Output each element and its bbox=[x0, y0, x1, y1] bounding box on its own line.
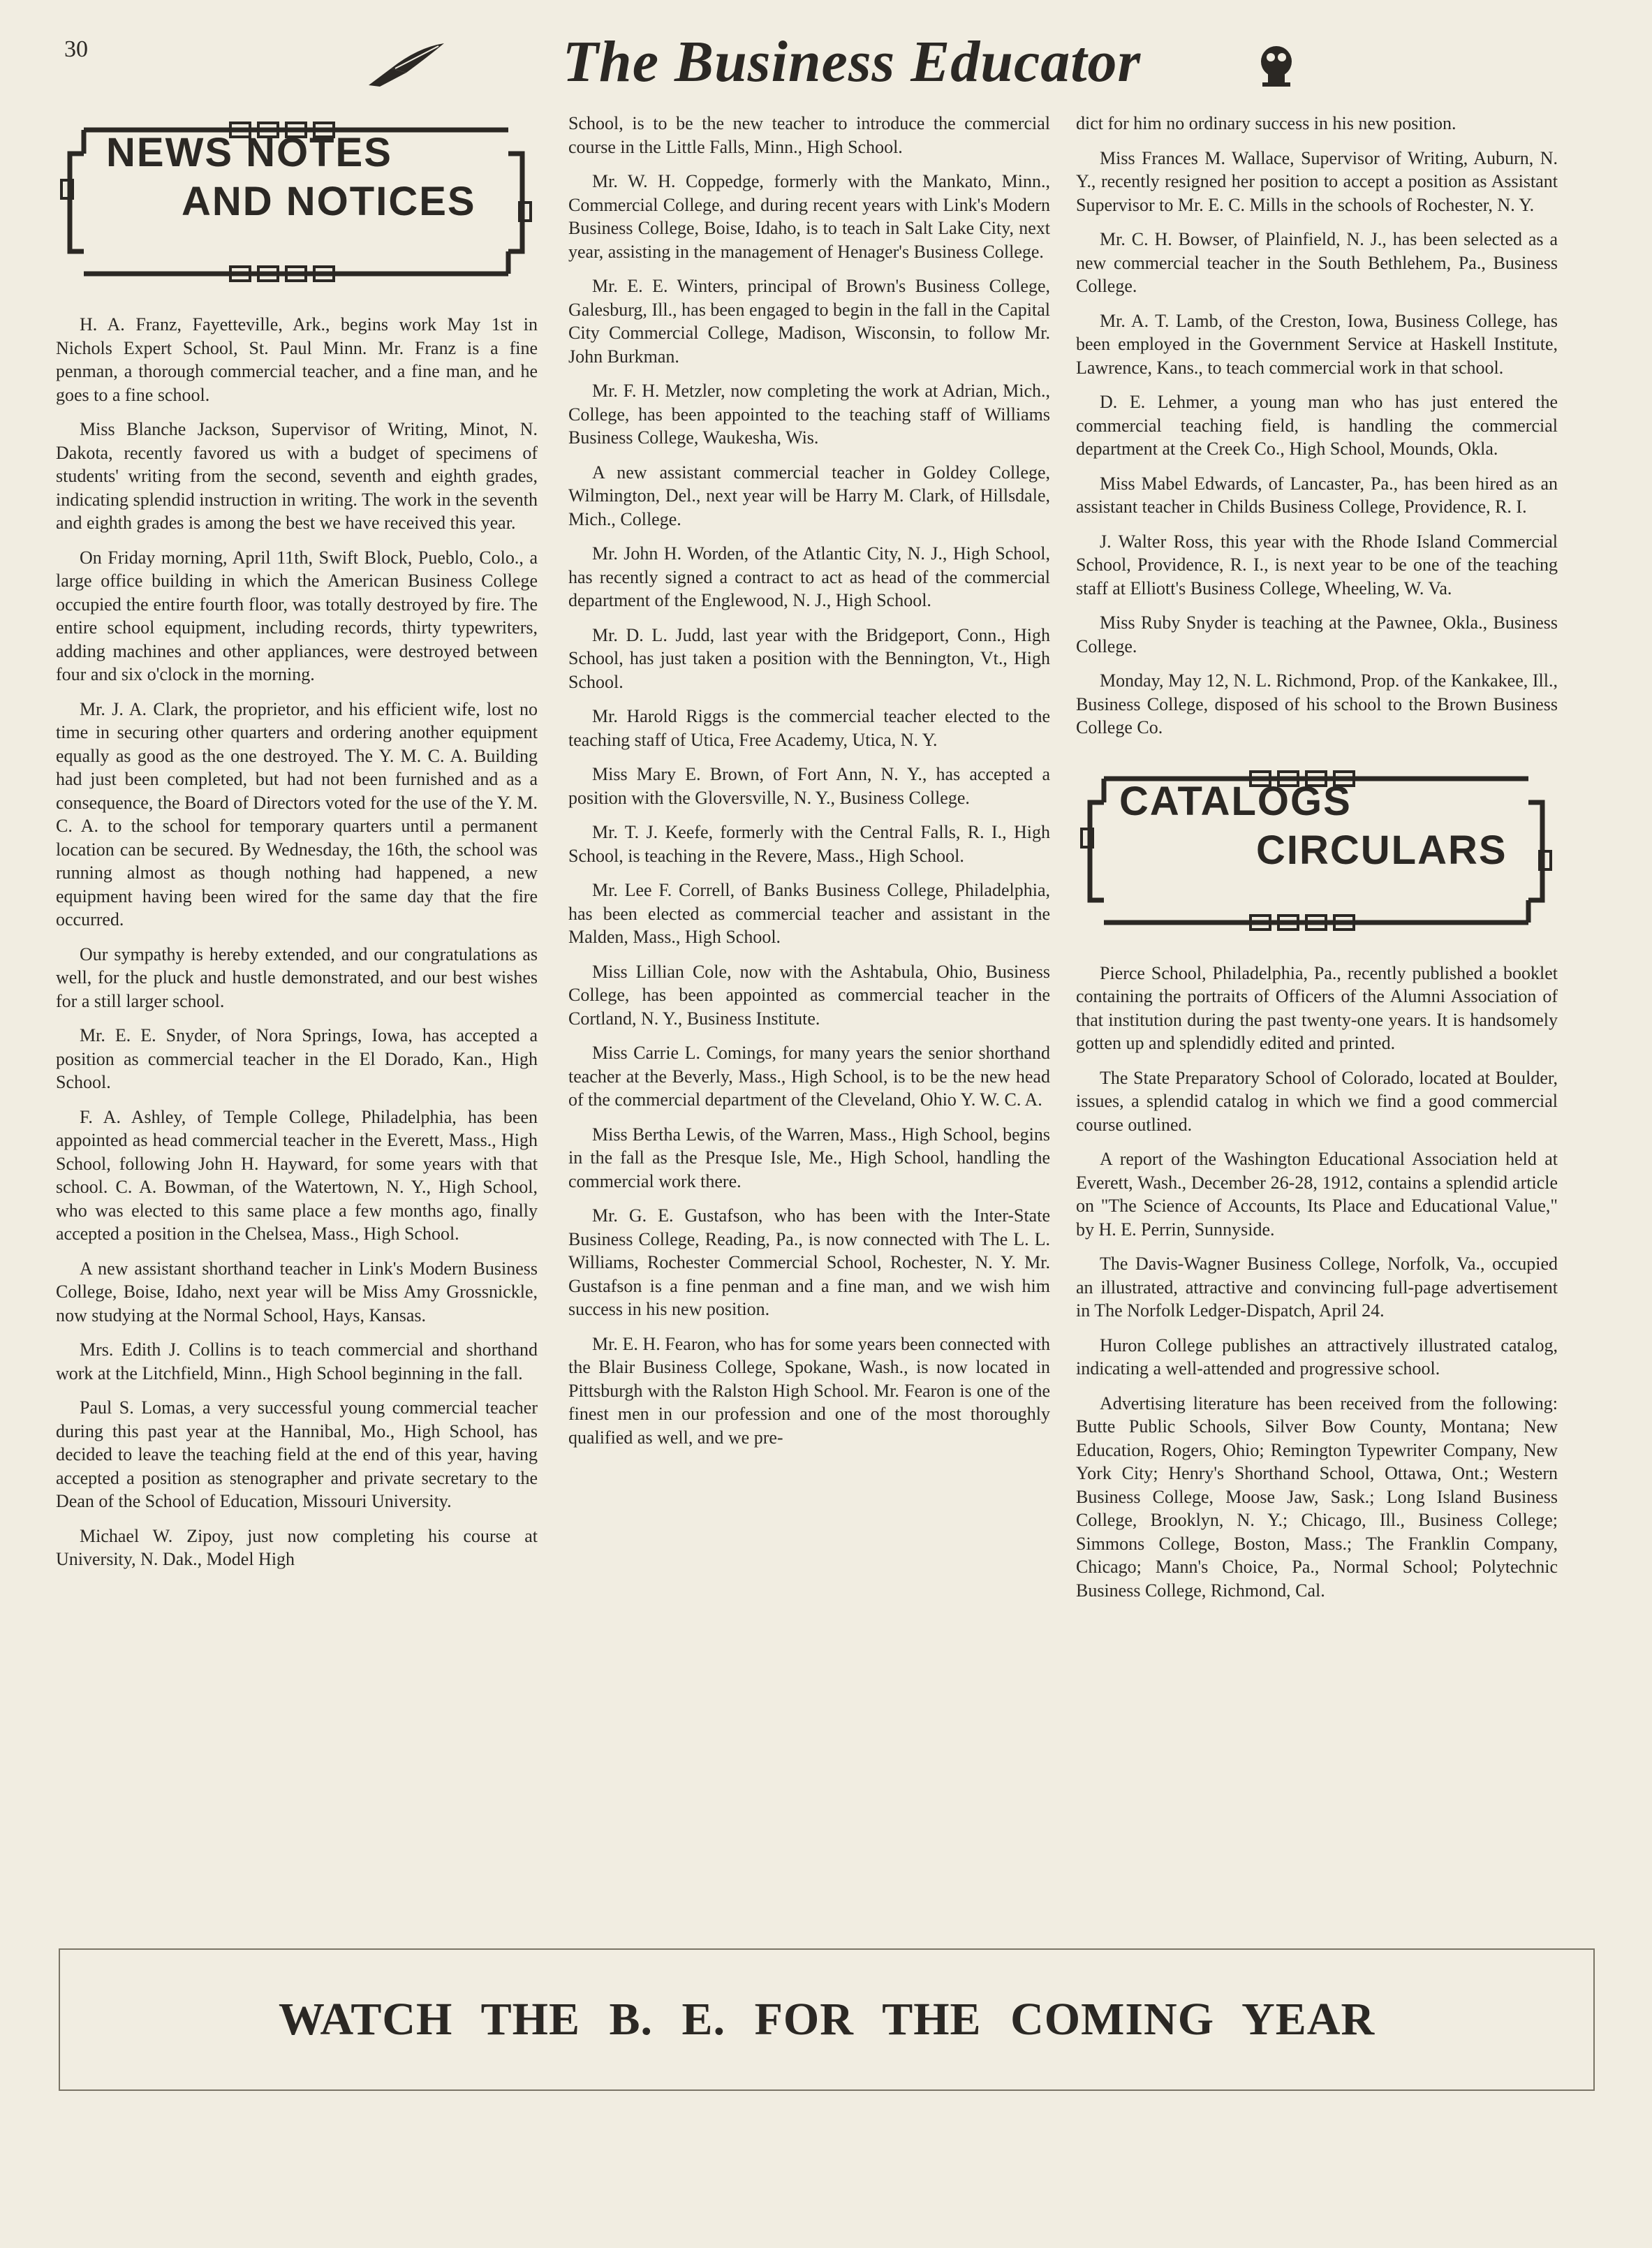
news-heading-line-1: NEWS NOTES bbox=[106, 130, 392, 175]
catalogs-heading-box bbox=[1076, 761, 1556, 935]
news-item: Miss Lillian Cole, now with the Ashtabula, Ohio, Business College, has been appointed as commercial teacher in the Cortland, N. Y., Business Institute. bbox=[568, 961, 1050, 1029]
news-item: Mr. A. T. Lamb, of the Creston, Iowa, Business College, has been employed in the Government Service at Haskell Institute, Lawrence, Kans., to teach commercial work in that school. bbox=[1076, 310, 1558, 378]
news-item: dict for him no ordinary success in his new position. bbox=[1076, 113, 1456, 133]
news-item: A new assistant commercial teacher in Goldey College, Wilmington, Del., next year will be Harry M. Clark, of Hillsdale, Mich., College. bbox=[568, 462, 1050, 529]
article-column-1 bbox=[56, 112, 538, 1582]
news-item: Mr. E. H. Fearon, who has for some years been connected with the Blair Business College, Spokane, Wash., is now located in Pittsburgh with the Ralston High School. Mr. Fearon is one of the finest men in our profession and one of the most thoroughly qualified as well, and we pre- bbox=[568, 1333, 1050, 1448]
catalog-item: Huron College publishes an attractively illustrated catalog, indicating a well-attended and progressive school. bbox=[1076, 1335, 1558, 1379]
footer-banner bbox=[59, 1948, 1595, 2091]
news-item: Mr. C. H. Bowser, of Plainfield, N. J., has been selected as a new commercial teacher in the South Bethlehem, Pa., Business College. bbox=[1076, 229, 1558, 296]
news-item: Mr. F. H. Metzler, now completing the work at Adrian, Mich., College, has been appointed to the teaching staff of Williams Business College, Waukesha, Wis. bbox=[568, 381, 1050, 448]
footer-banner-text: WATCH THE B. E. FOR THE COMING YEAR bbox=[278, 1994, 1376, 2045]
news-notes-heading-box bbox=[56, 112, 536, 286]
news-item: On Friday morning, April 11th, Swift Block, Pueblo, Colo., a large office building in which the American Business College occupied the entire fourth floor, was totally destroyed by fire. The entire school equipment, including records, thirty typewriters, adding machines and other appliances, were destroyed between four and six o'clock in the morning. bbox=[56, 547, 538, 684]
news-item: A new assistant shorthand teacher in Link's Modern Business College, Boise, Idaho, next year will be Miss Amy Grossnickle, now studying at the Normal School, Hays, Kansas. bbox=[56, 1258, 538, 1325]
catalog-item: The State Preparatory School of Colorado, located at Boulder, issues, a splendid catalog in which we find a good commercial course outlined. bbox=[1076, 1067, 1558, 1135]
news-item: Miss Frances M. Wallace, Supervisor of Writing, Auburn, N. Y., recently resigned her position to accept a position as Assistant Supervisor to Mr. E. C. Mills in the schools of Rochester, N. Y. bbox=[1076, 147, 1558, 215]
news-item: Mr. E. E. Snyder, of Nora Springs, Iowa, has accepted a position as commercial teacher in the El Dorado, Kan., High School. bbox=[56, 1025, 538, 1092]
news-item: Mr. T. J. Keefe, formerly with the Central Falls, R. I., High School, is teaching in the Revere, Mass., High School. bbox=[568, 822, 1050, 866]
news-item: F. A. Ashley, of Temple College, Philadelphia, has been appointed as head commercial teacher in the Everett, Mass., High School, following John H. Hayward, for some years with that school. C. A. Bowman, of the Watertown, N. Y., High School, who was elected to this same place a few months ago, finally accepted a position in the Chelsea, Mass., High School. bbox=[56, 1106, 538, 1244]
news-item: Mr. Lee F. Correll, of Banks Business College, Philadelphia, has been elected as commercial teacher and assistant in the Malden, Mass., High School. bbox=[568, 880, 1050, 947]
catalog-item: A report of the Washington Educational Association held at Everett, Wash., December 26-28, 1912, contains a splendid article on "The Science of Accounts, Its Place and Educational Value," by H. E. Perrin, Sunnyside. bbox=[1076, 1149, 1558, 1240]
news-item: Mr. W. H. Coppedge, formerly with the Mankato, Minn., Commercial College, and during recent years with Link's Modern Business College, Boise, Idaho, is to teach in Salt Lake City, next year, assisting in the management of Henager's Business College. bbox=[568, 171, 1050, 262]
page-number: 30 bbox=[64, 36, 88, 62]
quill-pen-icon bbox=[363, 41, 447, 89]
news-item: Miss Mabel Edwards, of Lancaster, Pa., has been hired as an assistant teacher in Childs Business College, Providence, R. I. bbox=[1076, 473, 1558, 517]
catalogs-heading-line-2: CIRCULARS bbox=[1256, 827, 1507, 873]
news-item: Paul S. Lomas, a very successful young commercial teacher during this past year at the Hannibal, Mo., High School, has decided to leave the teaching field at the end of this year, having accepted a position as stenographer and private secretary to the Dean of the School of Education, Missouri University. bbox=[56, 1397, 538, 1511]
news-item: Miss Blanche Jackson, Supervisor of Writing, Minot, N. Dakota, recently favored us with a budget of specimens of students' writing from the second, seventh and eighth grades, indicating splendid instruction in writing. The work in the seventh and eighth grades is among the best we have received this year. bbox=[56, 419, 538, 533]
news-item: Mr. J. A. Clark, the proprietor, and his efficient wife, lost no time in securing other quarters and ordering another equipment equally as good as the one destroyed. The Y. M. C. A. Building had just been completed, but had not been furnished and as a consequence, the Board of Directors voted for the use of the Y. M. C. A. to the school for temporary quarters until a permanent location can be secured. By Wednesday, the 16th, the school was running almost as though nothing had happened, a new equipment having been wired for the same day that the fire occurred. bbox=[56, 698, 538, 930]
article-column-3 bbox=[1076, 112, 1558, 1613]
news-item: Mr. Harold Riggs is the commercial teacher elected to the teaching staff of Utica, Free Academy, Utica, N. Y. bbox=[568, 706, 1050, 750]
news-item: Mr. John H. Worden, of the Atlantic City, N. J., High School, has recently signed a contract to act as head of the commercial department of the Englewood, N. J., High School. bbox=[568, 543, 1050, 610]
news-item: D. E. Lehmer, a young man who has just entered the commercial teaching field, is handling the commercial department at the Creek Co., High School, Mounds, Okla. bbox=[1076, 392, 1558, 459]
magazine-title: The Business Educator bbox=[562, 29, 1142, 94]
masthead bbox=[0, 20, 1652, 94]
catalog-item: The Davis-Wagner Business College, Norfolk, Va., occupied an illustrated, attractive and convincing full-page advertisement in The Norfolk Ledger-Dispatch, April 24. bbox=[1076, 1254, 1558, 1321]
news-item: Mr. D. L. Judd, last year with the Bridgeport, Conn., High School, has just taken a position with the Bennington, Vt., High School. bbox=[568, 624, 1050, 692]
news-item: Mrs. Edith J. Collins is to teach commercial and shorthand work at the Litchfield, Minn., High School beginning in the fall. bbox=[56, 1339, 538, 1383]
news-heading-line-2: AND NOTICES bbox=[182, 179, 476, 224]
catalog-item: Advertising literature has been received from the following: Butte Public Schools, Silver Bow County, Montana; New Education, Rogers, Ohio; Remington Typewriter Company, New York City; Henry's Shorthand School, Ottawa, Ont.; Western Business College, Moose Jaw, Sask.; Long Island Business College, Brooklyn, N. Y.; Chicago, Ill., Business College; Simmons College, Boston, Mass.; The Franklin Company, Chicago; Mann's Choice, Pa., Normal School; Polytechnic Business College, Richmond, Cal. bbox=[1076, 1393, 1558, 1601]
news-item: Monday, May 12, N. L. Richmond, Prop. of the Kankakee, Ill., Business College, disposed of his school to the Brown Business College Co. bbox=[1076, 670, 1558, 737]
news-item: Michael W. Zipoy, just now completing his course at University, N. Dak., Model High bbox=[56, 1525, 538, 1569]
news-item: H. A. Franz, Fayetteville, Ark., begins work May 1st in Nichols Expert School, St. Paul Minn. Mr. Franz is a fine penman, a thorough commercial teacher, and a fine man, and he goes to a fine school. bbox=[56, 314, 538, 405]
news-item: Mr. E. E. Winters, principal of Brown's Business College, Galesburg, Ill., has been engaged to begin in the fall in the Capital City Commercial College, Madison, Wisconsin, to follow Mr. John Burkman. bbox=[568, 276, 1050, 367]
news-item: J. Walter Ross, this year with the Rhode Island Commercial School, Providence, R. I., is next year to be one of the teaching staff at Elliott's Business College, Wheeling, W. Va. bbox=[1076, 531, 1558, 598]
news-item: Miss Carrie L. Comings, for many years the senior shorthand teacher at the Beverly, Mass., High School, is to be the new head of the commercial department of the Cleveland, Ohio Y. W. C. A. bbox=[568, 1043, 1050, 1110]
news-item: Mr. G. E. Gustafson, who has been with the Inter-State Business College, Reading, Pa., is now connected with The L. L. Williams, Rochester Commercial School, Rochester, N. Y. Mr. Gustafson is a fine penman and a fine man, and we wish him success in his new position. bbox=[568, 1205, 1050, 1319]
news-item: Miss Mary E. Brown, of Fort Ann, N. Y., has accepted a position with the Gloversville, N. Y., Business College. bbox=[568, 764, 1050, 808]
article-column-2 bbox=[568, 112, 1050, 1460]
news-item: Miss Bertha Lewis, of the Warren, Mass., High School, begins in the fall as the Presque Isle, Me., High School, handling the commercial work there. bbox=[568, 1124, 1050, 1191]
news-item: Miss Ruby Snyder is teaching at the Pawnee, Okla., Business College. bbox=[1076, 612, 1558, 656]
catalogs-heading-line-1: CATALOGS bbox=[1119, 778, 1352, 824]
emblem-icon bbox=[1248, 41, 1304, 89]
catalog-item: Pierce School, Philadelphia, Pa., recently published a booklet containing the portraits of Officers of the Alumni Association of that institution during the past twenty-one years. It is handsomely gotten up and splendidly edited and printed. bbox=[1076, 962, 1558, 1053]
news-item: School, is to be the new teacher to introduce the commercial course in the Little Falls, Minn., High School. bbox=[568, 113, 1050, 157]
news-item: Our sympathy is hereby extended, and our congratulations as well, for the pluck and hustle demonstrated, and our best wishes for a still larger school. bbox=[56, 943, 538, 1011]
